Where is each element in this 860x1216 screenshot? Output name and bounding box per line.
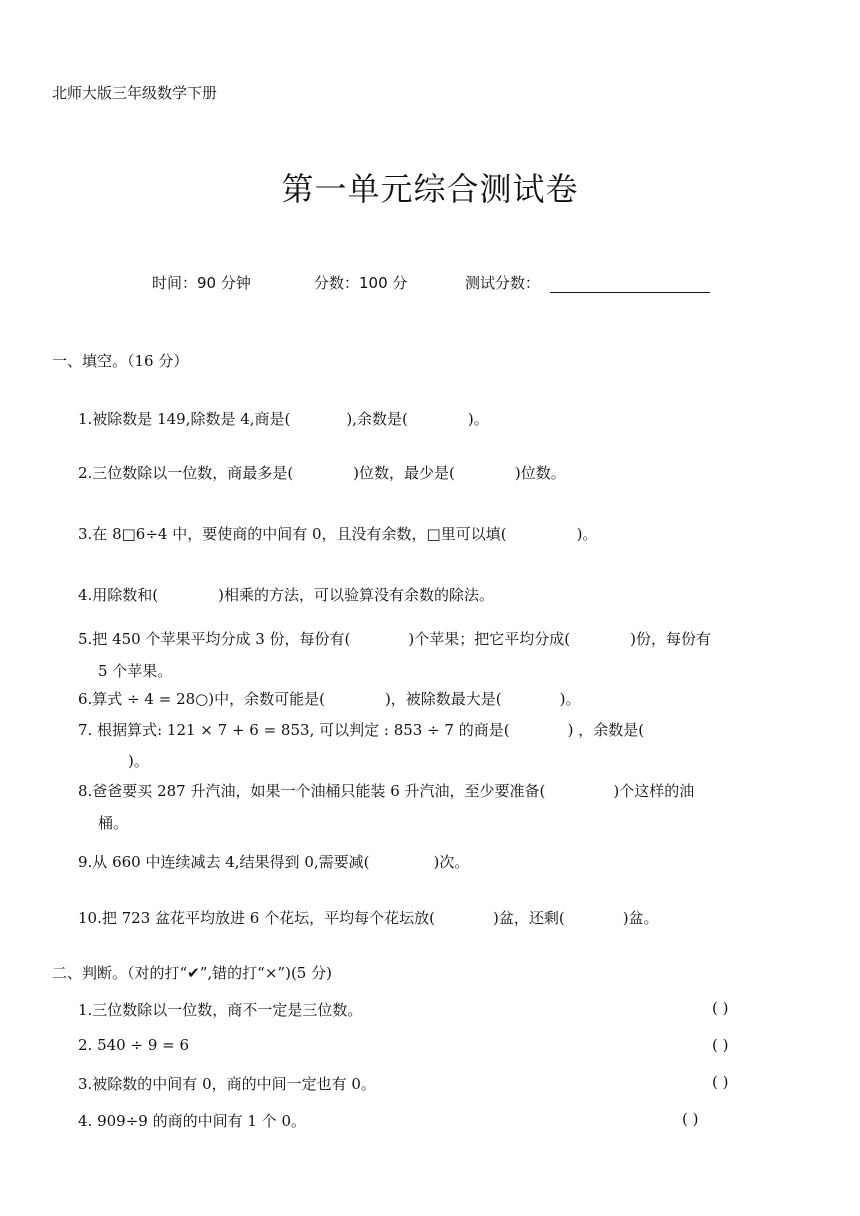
question-8-continued: 桶。 xyxy=(98,814,129,832)
judgement-item-2: 2. 540 ÷ 9 = 6 xyxy=(78,1036,190,1054)
question-8: 8.爸爸要买 287 升汽油，如果一个油桶只能装 6 升汽油，至少要准备( )个这样的油 xyxy=(78,782,695,800)
answer-paren[interactable]: ( ) xyxy=(712,1036,729,1054)
judgement-item-3: 3.被除数的中间有 0，商的中间一定也有 0。 xyxy=(78,1075,376,1093)
check-mark-icon: ✔ xyxy=(187,964,200,982)
score-info: 分数：100 分 xyxy=(314,274,408,292)
judgement-item-1: 1.三位数除以一位数，商不一定是三位数。 xyxy=(78,1001,363,1019)
question-7-continued: )。 xyxy=(128,752,149,770)
question-10: 10.把 723 盆花平均放进 6 个花坛，平均每个花坛放( )盆，还剩( )盆。 xyxy=(78,909,659,927)
answer-paren[interactable]: ( ) xyxy=(712,999,729,1017)
time-info: 时间：90 分钟 xyxy=(152,274,251,292)
answer-paren[interactable]: ( ) xyxy=(682,1110,699,1128)
question-5-continued: 5 个苹果。 xyxy=(98,662,173,680)
page-title: 第一单元综合测试卷 xyxy=(281,170,579,208)
test-score-blank[interactable] xyxy=(550,292,710,293)
question-6: 6.算式 ÷ 4 = 28○)中，余数可能是( )，被除数最大是( )。 xyxy=(78,690,581,708)
question-4: 4.用除数和( )相乘的方法，可以验算没有余数的除法。 xyxy=(78,586,495,604)
document-header: 北师大版三年级数学下册 xyxy=(52,84,218,102)
question-2: 2.三位数除以一位数，商最多是( )位数，最少是( )位数。 xyxy=(78,464,566,482)
question-7: 7. 根据算式: 121 × 7 + 6 = 853, 可以判定 : 853 ÷ 7 的商是( ) ，余数是( xyxy=(78,721,645,739)
test-score-label: 测试分数： xyxy=(465,274,541,292)
answer-paren[interactable]: ( ) xyxy=(712,1073,729,1091)
question-9: 9.从 660 中连续减去 4,结果得到 0,需要减( )次。 xyxy=(78,853,470,871)
question-1: 1.被除数是 149,除数是 4,商是( ),余数是( )。 xyxy=(78,410,489,428)
question-3: 3.在 8□6÷4 中，要使商的中间有 0，且没有余数，□里可以填( )。 xyxy=(78,525,598,543)
section-fill-blank-heading: 一、填空。（16 分） xyxy=(52,352,189,370)
judgement-item-4: 4. 909÷9 的商的中间有 1 个 0。 xyxy=(78,1112,306,1130)
section-judgement-heading: 二、判断。（对的打“✔”,错的打“×”)(5 分) xyxy=(52,964,332,982)
question-5: 5.把 450 个苹果平均分成 3 份，每份有( )个苹果；把它平均分成( )份，每份有 xyxy=(78,630,711,648)
